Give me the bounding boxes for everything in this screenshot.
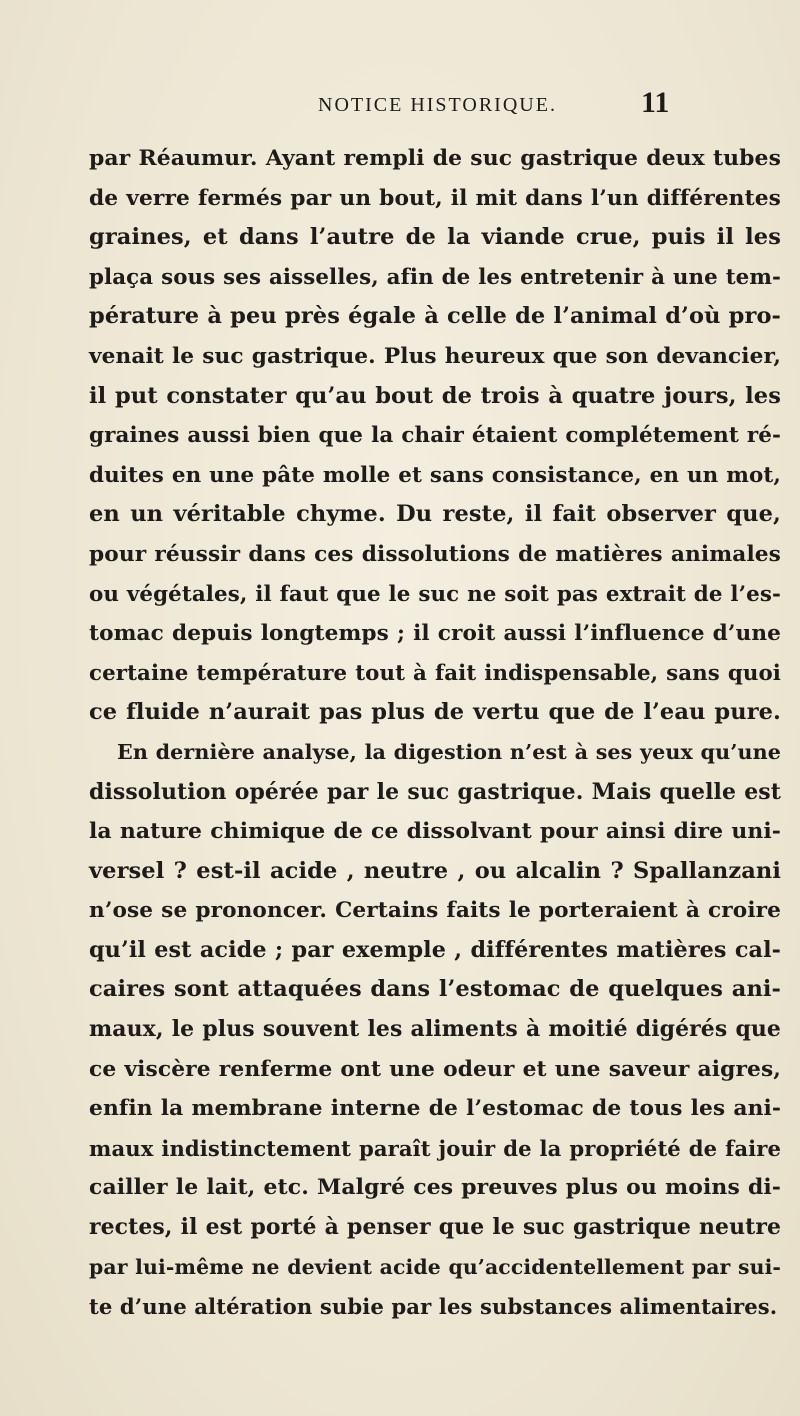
text-line: certaine température tout à fait indispensable, sans quoi — [89, 660, 781, 686]
text-line: maux indistinctement paraît jouir de la propriété de faire — [89, 1135, 781, 1161]
text-line: pour réussir dans ces dissolutions de matières animales — [89, 541, 781, 567]
text-line: pérature à peu près égale à celle de l’animal d’où pro- — [89, 303, 781, 330]
text-line: graines, et dans l’autre de la viande crue, puis il les — [89, 224, 781, 251]
running-head — [318, 86, 778, 126]
text-line: par Réaumur. Ayant rempli de suc gastrique deux tubes — [89, 145, 781, 171]
text-line: caires sont attaquées dans l’estomac de quelques ani- — [89, 976, 781, 1003]
paragraph-first-line: En dernière analyse, la digestion n’est à ses yeux qu’une — [117, 739, 781, 764]
text-line: dissolution opérée par le suc gastrique. Mais quelle est — [89, 778, 781, 805]
text-line: ou végétales, il faut que le suc ne soit pas extrait de l’es- — [89, 581, 781, 607]
text-line: plaça sous ses aisselles, afin de les entretenir à une tem- — [89, 264, 781, 290]
text-line: ce viscère renferme ont une odeur et une saveur aigres, — [89, 1056, 781, 1082]
text-line: il put constater qu’au bout de trois à quatre jours, les — [89, 382, 781, 409]
page-number: 11 — [641, 86, 670, 119]
text-line: qu’il est acide ; par exemple , différentes matières cal- — [89, 936, 781, 963]
text-line: de verre fermés par un bout, il mit dans l’un différentes — [89, 185, 781, 211]
paragraph-last-line: te d’une altération subie par les substances alimentaires. — [89, 1294, 778, 1320]
text-line: la nature chimique de ce dissolvant pour ainsi dire uni- — [89, 818, 781, 845]
text-line: en un véritable chyme. Du reste, il fait observer que, — [89, 501, 781, 528]
text-line: rectes, il est porté à penser que le suc gastrique neutre — [89, 1214, 781, 1241]
text-line: graines aussi bien que la chair étaient complétement ré- — [89, 423, 781, 449]
text-line: ce fluide n’aurait pas plus de vertu que de l’eau pure. — [89, 699, 781, 726]
text-line: versel ? est-il acide , neutre , ou alcalin ? Spallanzani — [89, 857, 781, 884]
text-line: n’ose se prononcer. Certains faits le porteraient à croire — [89, 898, 781, 924]
text-line: enfin la membrane interne de l’estomac de tous les ani- — [89, 1096, 781, 1122]
text-line: par lui-même ne devient acide qu’accidentellement par sui- — [89, 1254, 781, 1279]
text-line: tomac depuis longtemps ; il croit aussi l’influence d’une — [89, 621, 781, 647]
text-line: cailler le lait, etc. Malgré ces preuves plus ou moins di- — [89, 1174, 781, 1201]
running-title: NOTICE HISTORIQUE. — [318, 94, 557, 116]
text-line: duites en une pâte molle et sans consistance, en un mot, — [89, 462, 781, 488]
body-text — [89, 139, 781, 1327]
text-line: venait le suc gastrique. Plus heureux que son devancier, — [89, 343, 781, 369]
text-line: maux, le plus souvent les aliments à moitié digérés que — [89, 1016, 781, 1043]
